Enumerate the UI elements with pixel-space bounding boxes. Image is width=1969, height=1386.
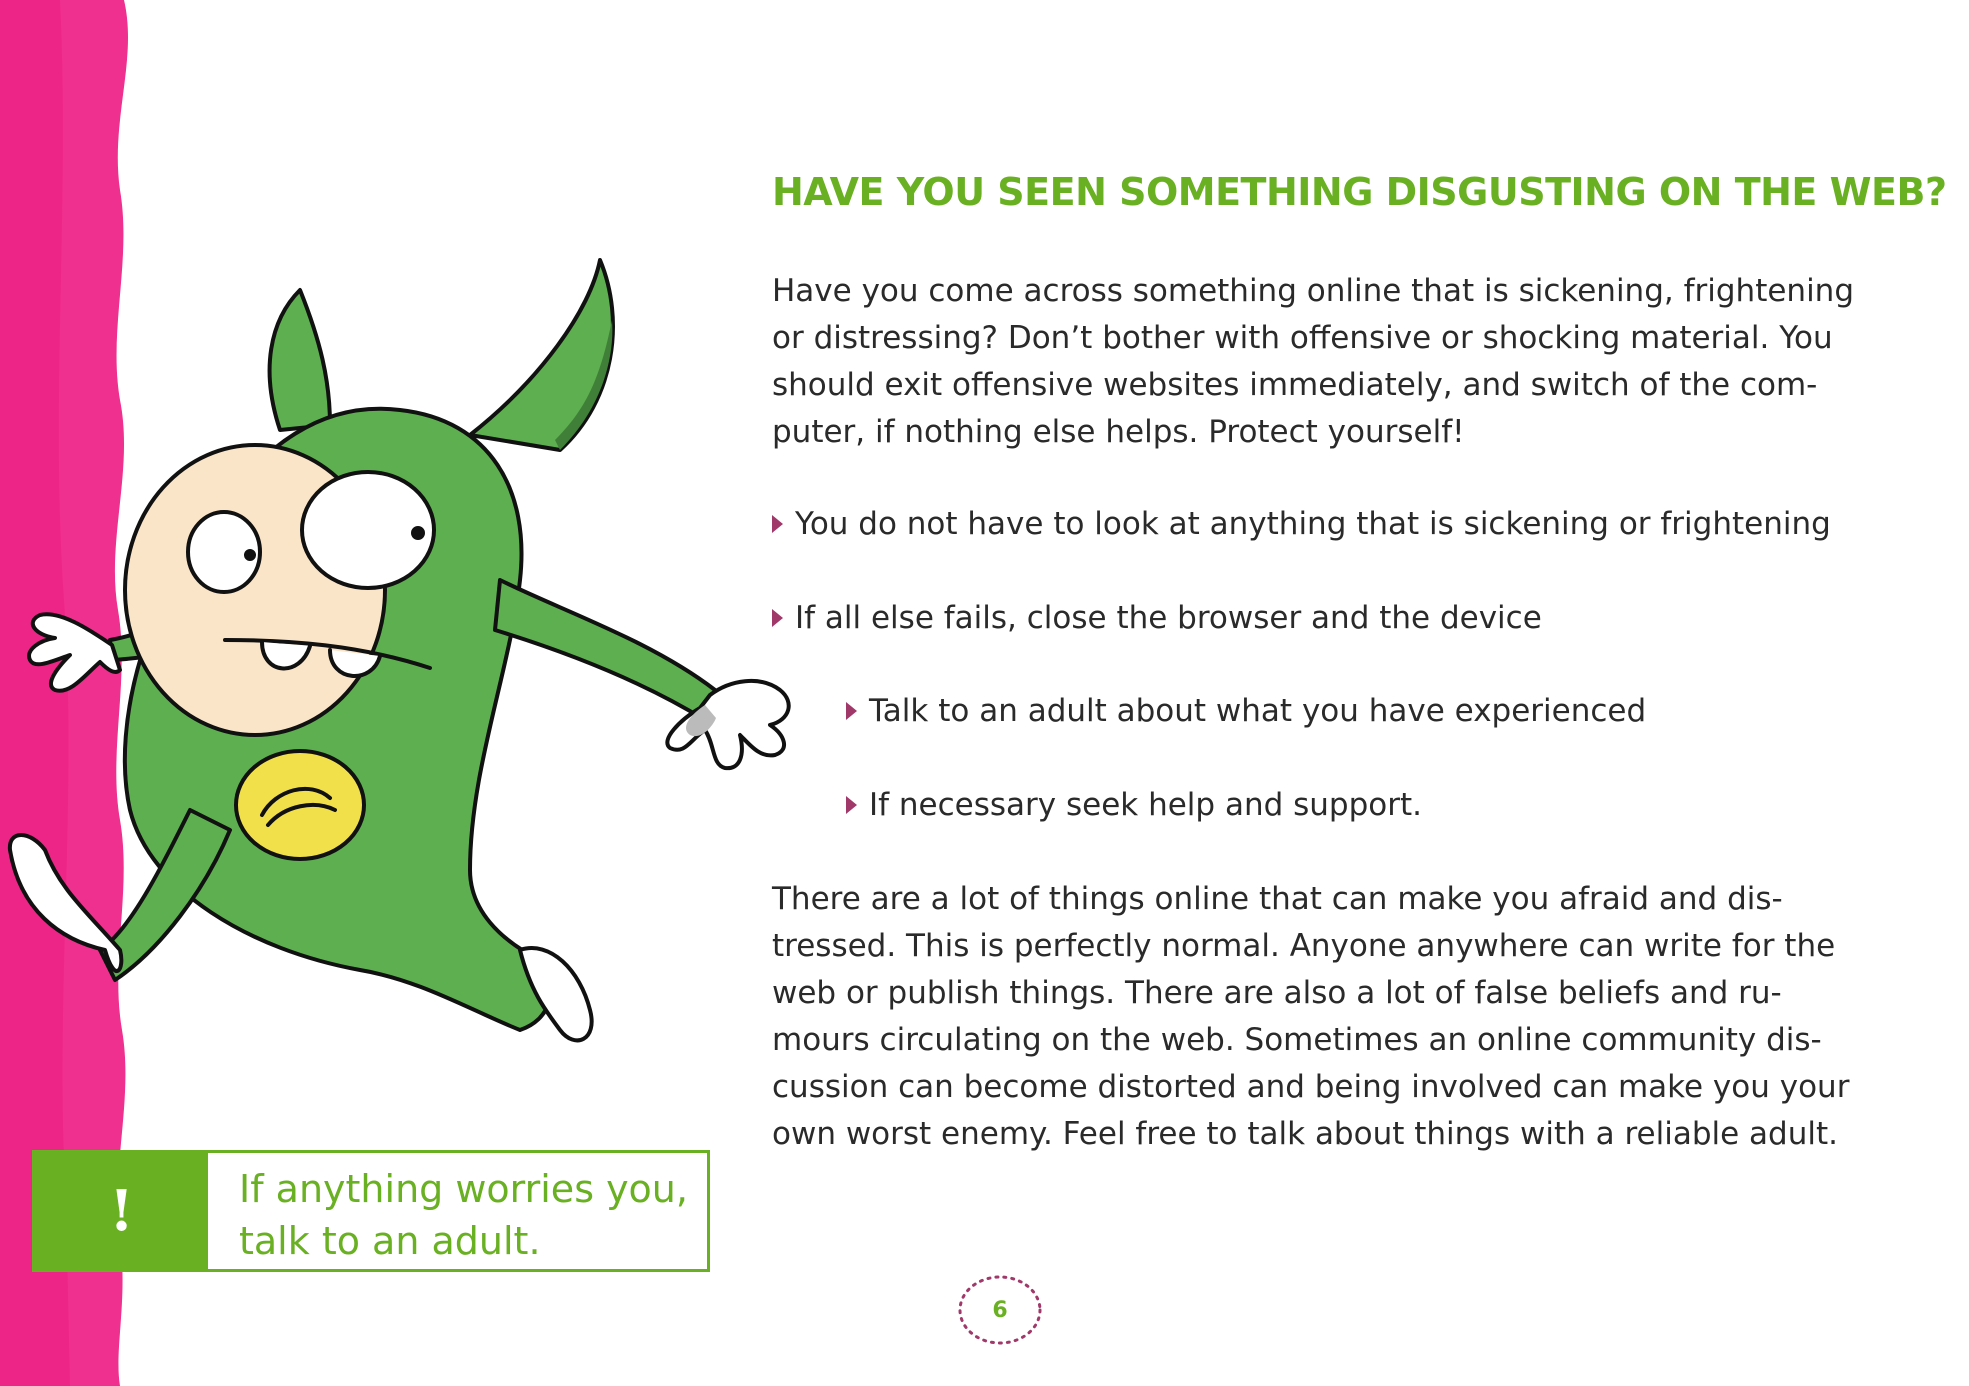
closing-line: mours circulating on the web. Sometimes an online community dis- [772,1022,1822,1058]
closing-line: There are a lot of things online that can make you afraid and dis- [772,881,1783,917]
bullet-item [772,502,1831,546]
callout-line: If anything worries you, [239,1167,688,1211]
bullet-text: If all else fails, close the browser and the device [795,600,1542,636]
intro-paragraph [772,268,1855,456]
callout-text [239,1163,688,1267]
intro-line: Have you come across something online that is sickening, frightening [772,273,1855,309]
page-title: HAVE YOU SEEN SOMETHING DISGUSTING ON THE WEB? [772,170,1947,214]
closing-line: own worst enemy. Feel free to talk about things with a reliable adult. [772,1116,1838,1152]
triangle-bullet-icon [846,796,857,814]
bullet-item [846,689,1646,733]
triangle-bullet-icon [772,609,783,627]
triangle-bullet-icon [772,515,783,533]
triangle-bullet-icon [846,702,857,720]
callout-line: talk to an adult. [239,1219,541,1263]
page-number-badge [955,1268,1045,1352]
green-monster-mascot [0,250,830,1070]
intro-line: puter, if nothing else helps. Protect yourself! [772,414,1465,450]
intro-line: or distressing? Don’t bother with offensive or shocking material. You [772,320,1833,356]
closing-line: cussion can become distorted and being involved can make you your [772,1069,1850,1105]
bullet-item [772,596,1542,640]
bullet-text: If necessary seek help and support. [869,787,1423,823]
intro-line: should exit offensive websites immediately, and switch of the com- [772,367,1818,403]
bullet-text: You do not have to look at anything that is sickening or frightening [795,506,1831,542]
bullet-text: Talk to an adult about what you have experienced [869,693,1647,729]
closing-line: web or publish things. There are also a lot of false beliefs and ru- [772,975,1782,1011]
warning-callout-box [32,1150,710,1272]
bullet-item [846,783,1422,827]
exclamation-icon: ! [35,1153,208,1269]
closing-line: tressed. This is perfectly normal. Anyone anywhere can write for the [772,928,1836,964]
closing-paragraph [772,876,1850,1158]
page-number: 6 [992,1297,1008,1323]
